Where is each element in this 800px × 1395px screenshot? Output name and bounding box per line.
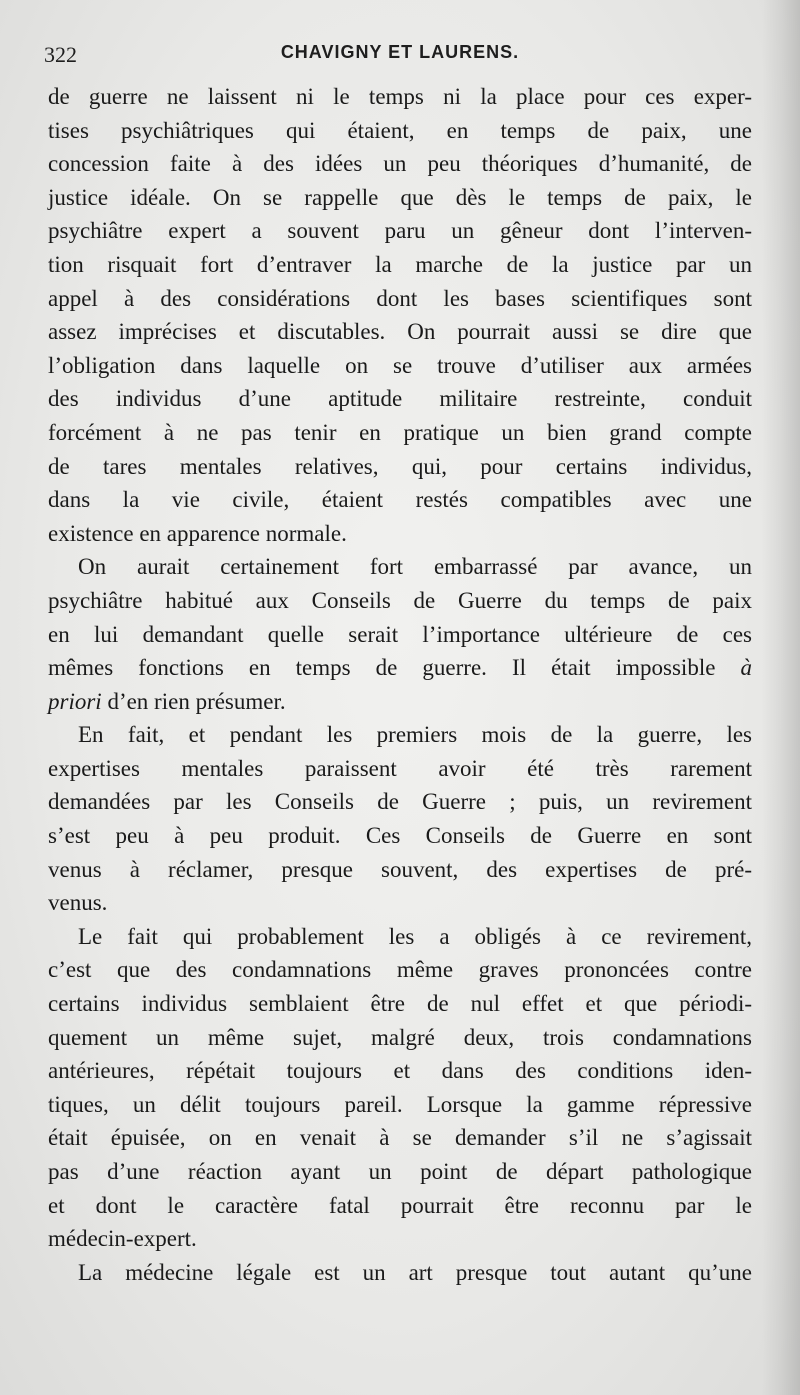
text-line: pas d’une réaction ayant un point de départ pathologique [48, 1159, 752, 1184]
running-head: CHAVIGNY ET LAURENS. [280, 42, 520, 62]
text-line: La médecine légale est un art presque tout autant qu’une [78, 1259, 752, 1285]
text-line: s’est peu à peu produit. Ces Conseils de Guerre en sont [48, 823, 752, 849]
text-line: justice idéale. On se rappelle que dès le temps de paix, le [48, 184, 752, 210]
text-line: psychiâtre habitué aux Conseils de Guerre du temps de paix [48, 587, 752, 613]
text-line: dans la vie civile, étaient restés compatibles avec une [48, 487, 752, 513]
text-line: existence en apparence normale. [48, 520, 347, 546]
text-line: appel à des considérations dont les bases scientifiques sont [48, 285, 752, 311]
text-line: expertises mentales paraissent avoir été très rarement [48, 755, 752, 781]
text-line: En fait, et pendant les premiers mois de la guerre, les [78, 722, 752, 748]
text-line: certains individus semblaient être de nul effet et que périodi- [48, 991, 752, 1017]
text-line: des individus d’une aptitude militaire restreinte, conduit [48, 386, 752, 412]
text-line: tiques, un délit toujours pareil. Lorsque la gamme répressive [48, 1091, 752, 1117]
text-line: venus. [48, 890, 108, 916]
text-line: l’obligation dans laquelle on se trouve d’utiliser aux armées [48, 352, 752, 378]
page-edge-shadow [762, 0, 800, 1395]
text-line: antérieures, répétait toujours et dans des conditions iden- [48, 1058, 752, 1084]
text-line: demandées par les Conseils de Guerre ; puis, un revirement [48, 789, 752, 815]
text-line: était épuisée, on en venait à se demander s’il ne s’agissait [48, 1125, 752, 1151]
text-line: tion risquait fort d’entraver la marche de la justice par un [48, 251, 752, 277]
text-line: tises psychiâtriques qui étaient, en temps de paix, une [48, 117, 752, 143]
text-line: c’est que des condamnations même graves prononcées contre [48, 957, 752, 983]
text-line: assez imprécises et discutables. On pourrait aussi se dire que [48, 319, 752, 345]
text-line: et dont le caractère fatal pourrait être reconnu par le [48, 1192, 752, 1218]
text-line: mêmes fonctions en temps de guerre. Il était impossible à [48, 655, 752, 681]
text-line: forcément à ne pas tenir en pratique un bien grand compte [48, 419, 752, 445]
body-text [48, 80, 752, 1289]
page-number: 322 [44, 42, 77, 67]
text-line: quement un même sujet, malgré deux, trois condamnations [48, 1024, 752, 1050]
text-line: psychiâtre expert a souvent paru un gêneur dont l’interven- [48, 218, 752, 244]
page-header [0, 36, 800, 72]
text-line: de guerre ne laissent ni le temps ni la place pour ces exper- [48, 84, 752, 109]
text-line: concession faite à des idées un peu théoriques d’humanité, de [48, 151, 752, 177]
text-line: venus à réclamer, presque souvent, des expertises de pré- [48, 856, 752, 882]
text-line: de tares mentales relatives, qui, pour certains individus, [48, 453, 752, 479]
text-line: médecin-expert. [48, 1226, 197, 1252]
text-line: Le fait qui probablement les a obligés à ce revirement, [78, 923, 752, 949]
text-line: priori d’en rien présumer. [48, 688, 286, 714]
text-line: On aurait certainement fort embarrassé par avance, un [78, 554, 752, 580]
text-line: en lui demandant quelle serait l’importance ultérieure de ces [48, 621, 752, 647]
